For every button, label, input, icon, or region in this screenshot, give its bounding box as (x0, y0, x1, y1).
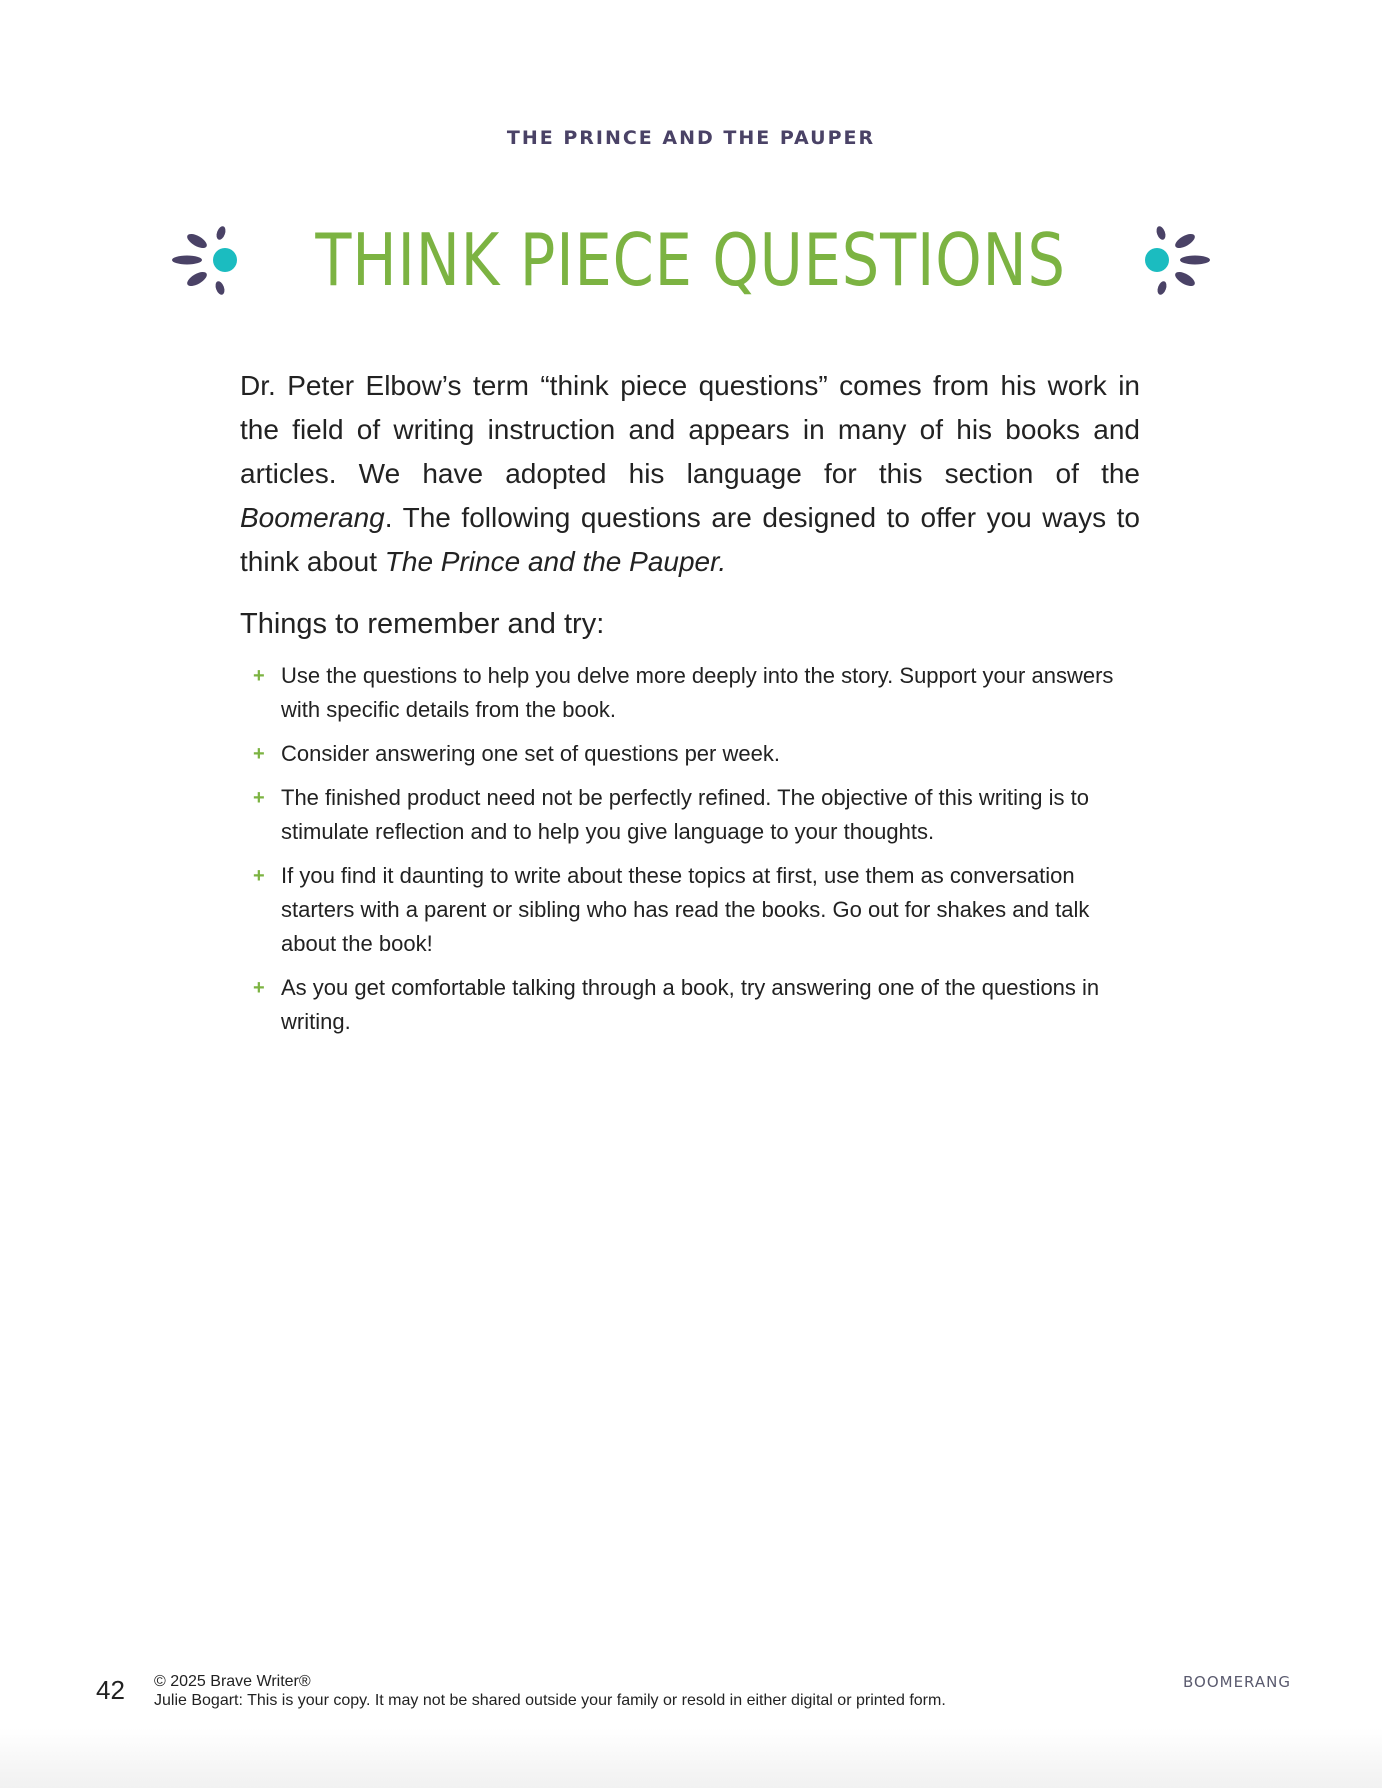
intro-book-title: The Prince and the Pauper. (384, 546, 727, 577)
intro-text-2: . The following questions are designed to offer you ways to think about (240, 502, 1140, 577)
running-header: THE PRINCE AND THE PAUPER (506, 127, 876, 149)
intro-paragraph (240, 364, 1140, 584)
footer-brand: BOOMERANG (1183, 1673, 1291, 1691)
list-item (240, 781, 1140, 849)
intro-book-series: Boomerang (240, 502, 385, 533)
tip-text: The finished product need not be perfectly refined. The objective of this writing is to stimulate reflection and to help you give language to your thoughts. (281, 785, 1089, 844)
tip-text: Use the questions to help you delve more deeply into the story. Support your answers with specific details from the book. (281, 663, 1114, 722)
tip-text: Consider answering one set of questions per week. (281, 741, 780, 766)
tips-heading: Things to remember and try: (240, 608, 605, 640)
burst-ornament-icon (169, 220, 259, 300)
page-number: 42 (96, 1675, 125, 1705)
tip-text: As you get comfortable talking through a book, try answering one of the questions in writing. (281, 975, 1100, 1034)
plus-bullet-icon: + (253, 743, 265, 765)
title-row (0, 212, 1382, 308)
list-item (240, 737, 1140, 771)
plus-bullet-icon: + (253, 865, 265, 887)
tip-text: If you find it daunting to write about these topics at first, use them as conversation starters with a parent or sibling who has read the books. Go out for shakes and talk about the book! (281, 863, 1090, 956)
list-item (240, 971, 1140, 1039)
page-bottom-shade (0, 1728, 1382, 1788)
intro-text-1: Dr. Peter Elbow’s term “think piece questions” comes from his work in the field of writing instruction and appears in many of his books and articles. We have adopted his language for this section of the (240, 370, 1140, 489)
burst-ornament-icon-right (1123, 220, 1213, 300)
license-line: Julie Bogart: This is your copy. It may not be shared outside your family or resold in either digital or printed form. (154, 1692, 946, 1709)
tips-list (240, 659, 1140, 1049)
plus-bullet-icon: + (253, 787, 265, 809)
copyright-line: © 2025 Brave Writer® (154, 1673, 311, 1690)
list-item (240, 659, 1140, 727)
plus-bullet-icon: + (253, 665, 265, 687)
footer-copyright (154, 1672, 946, 1710)
page-title: THINK PIECE QUESTIONS (315, 218, 1067, 302)
list-item (240, 859, 1140, 961)
plus-bullet-icon: + (253, 977, 265, 999)
